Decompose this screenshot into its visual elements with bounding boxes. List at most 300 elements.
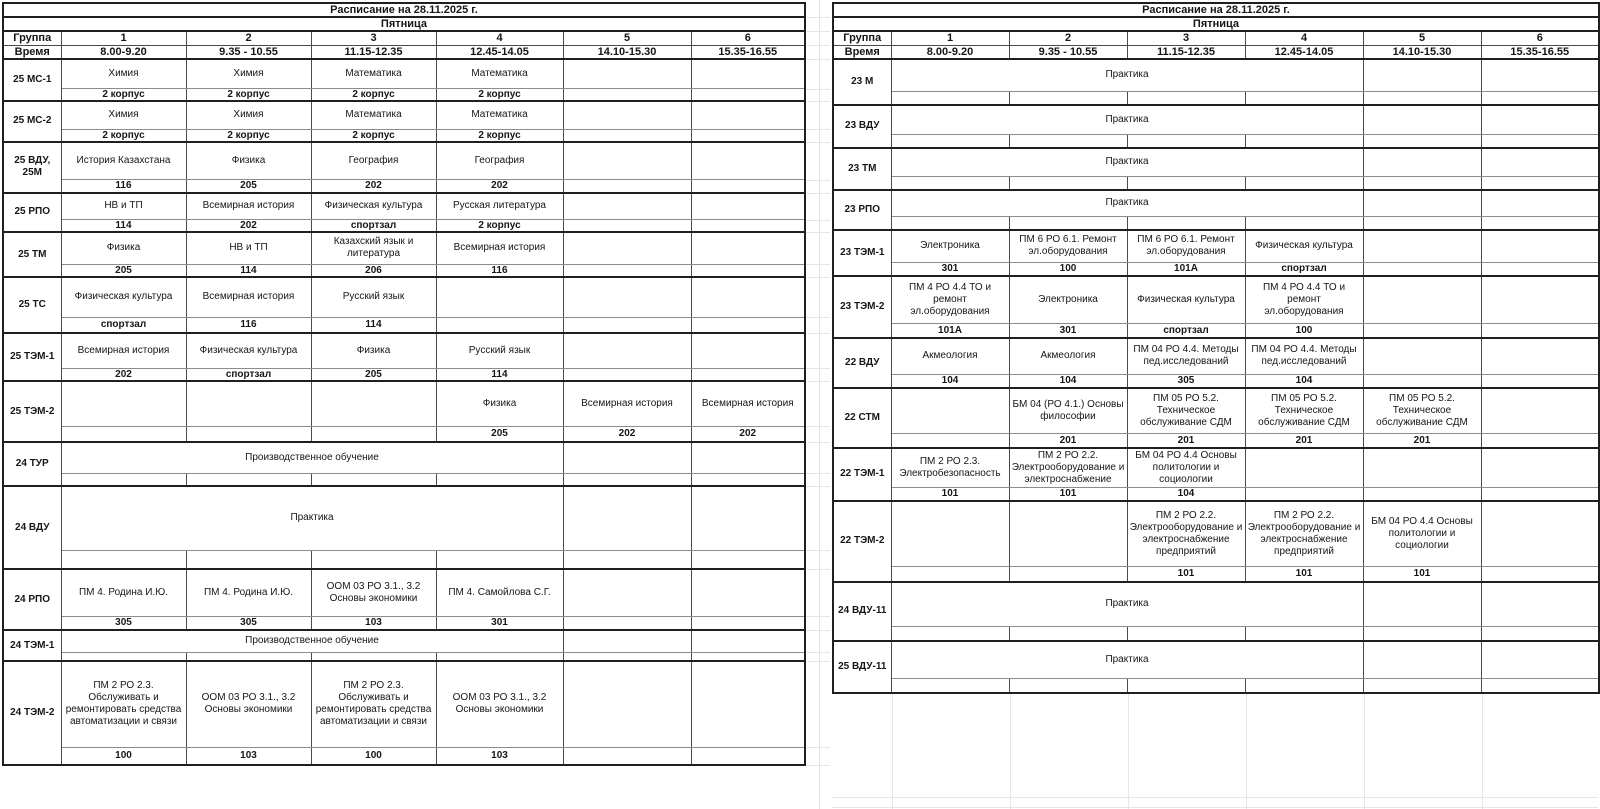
sheet-gridline [806,442,830,443]
subject-cell [563,661,691,747]
room-cell: 101 [891,488,1009,501]
group-cell: 24 ВДУ [3,486,61,569]
subject-cell [691,630,805,652]
subject-cell [563,101,691,129]
group-cell: 23 М [833,59,891,105]
subject-cell: ООМ 03 РО 3.1., 3.2 Основы экономики [311,569,436,616]
room-cell [1481,217,1599,230]
sheet-gridline [806,317,830,318]
room-cell: 205 [311,368,436,381]
subject-cell [1009,501,1127,567]
sheet-gridline [1246,694,1247,809]
merged-subject-cell: Производственное обучение [61,442,563,473]
room-cell: 104 [1245,375,1363,388]
room-cell [563,180,691,193]
room-cell: 2 корпус [311,89,436,102]
subject-cell [1363,190,1481,217]
group-cell: 25 ВДУ, 25М [3,142,61,193]
room-cell [1481,263,1599,276]
time-header: 15.35-16.55 [691,45,805,59]
group-cell: 24 ТЭМ-1 [3,630,61,661]
room-cell: 301 [436,616,563,630]
room-cell [1363,488,1481,501]
room-cell: 202 [311,180,436,193]
room-cell [1363,135,1481,148]
room-cell: 2 корпус [186,89,311,102]
sheet-gridline [806,193,830,194]
sheet-gridline [806,765,830,766]
room-cell [1127,177,1245,190]
room-cell: 205 [436,426,563,442]
time-header: 8.00-9.20 [891,45,1009,59]
schedule-table-right [832,2,1600,694]
room-cell: 2 корпус [436,220,563,233]
subject-cell [1363,148,1481,177]
room-cell [1245,488,1363,501]
room-cell [1009,135,1127,148]
schedule-title: Расписание на 28.11.2025 г. [3,3,805,17]
subject-cell [1481,388,1599,434]
room-cell [1245,679,1363,693]
room-cell [891,679,1009,693]
room-cell [61,652,186,661]
room-cell [1363,92,1481,105]
room-cell: 2 корпус [186,129,311,142]
room-cell [691,317,805,333]
room-cell: 2 корпус [436,129,563,142]
room-cell [563,616,691,630]
room-cell [1481,324,1599,338]
subject-cell [1363,105,1481,135]
room-cell [1009,679,1127,693]
room-cell [891,92,1009,105]
subject-cell [1363,641,1481,679]
lesson-number-header: 3 [311,31,436,45]
room-cell [691,652,805,661]
room-cell: 201 [1009,434,1127,448]
time-header: 9.35 - 10.55 [1009,45,1127,59]
sheet-gridline [806,180,830,181]
sheet-gridline [806,129,830,130]
room-cell: 100 [1245,324,1363,338]
subject-cell: ПМ 2 РО 2.2. Электрооборудование и электроснабжение [1009,448,1127,488]
room-cell: 301 [891,263,1009,276]
subject-cell: ПМ 4 РО 4.4 ТО и ремонт эл.оборудования [1245,276,1363,324]
sheet-gridline [806,473,830,474]
subject-cell: Электроника [891,230,1009,263]
group-cell: 22 ТЭМ-2 [833,501,891,582]
room-cell [1363,627,1481,641]
room-cell [1009,627,1127,641]
sheet-gridline [806,31,830,32]
subject-cell: Физика [311,333,436,368]
time-column-header: Время [833,45,891,59]
group-cell: 24 ТУР [3,442,61,486]
room-cell [1481,627,1599,641]
sheet-gridline [806,220,830,221]
sheet-gridline [806,333,830,334]
subject-cell [691,442,805,473]
room-cell [1481,434,1599,448]
room-cell: 202 [186,220,311,233]
sheet-gridline [806,616,830,617]
merged-subject-cell: Практика [891,582,1363,627]
subject-cell [563,486,691,550]
room-cell [1009,177,1127,190]
subject-cell: Математика [311,101,436,129]
subject-cell: Электроника [1009,276,1127,324]
subject-cell [891,388,1009,434]
subject-cell: ПМ 6 РО 6.1. Ремонт эл.оборудования [1127,230,1245,263]
group-cell: 24 ВДУ-11 [833,582,891,641]
room-cell [563,652,691,661]
room-cell [891,567,1009,582]
room-cell [186,426,311,442]
sheet-gridline [806,652,830,653]
room-cell: 100 [1009,263,1127,276]
room-cell [436,652,563,661]
room-cell [1481,375,1599,388]
subject-cell: БМ 04 РО 4.4 Основы политологии и социологии [1363,501,1481,567]
room-cell: 103 [436,747,563,765]
subject-cell: Физика [436,381,563,426]
day-header: Пятница [833,17,1599,31]
subject-cell: ПМ 4 РО 4.4 ТО и ремонт эл.оборудования [891,276,1009,324]
room-cell: 100 [311,747,436,765]
subject-cell: Химия [61,59,186,89]
group-cell: 24 ТЭМ-2 [3,661,61,765]
room-cell: 114 [186,264,311,277]
room-cell [691,616,805,630]
subject-cell [691,59,805,89]
subject-cell [436,277,563,317]
subject-cell: География [436,142,563,180]
sheet-gridline [832,797,1598,798]
subject-cell [691,142,805,180]
sheet-gridline [806,89,830,90]
group-cell: 25 РПО [3,193,61,233]
room-cell: 101 [1127,567,1245,582]
room-cell: 205 [186,180,311,193]
sheet-gridline-vertical [819,0,820,809]
room-cell: 114 [61,220,186,233]
subject-cell [691,486,805,550]
lesson-number-header: 6 [691,31,805,45]
room-cell [563,89,691,102]
subject-cell: ПМ 2 РО 2.2. Электрооборудование и электроснабжение предприятий [1127,501,1245,567]
subject-cell [691,661,805,747]
subject-cell: ПМ 05 РО 5.2. Техническое обслуживание СДМ [1363,388,1481,434]
sheet-gridline [1010,694,1011,809]
subject-cell: Акмеология [1009,338,1127,375]
subject-cell: ПМ 05 РО 5.2. Техническое обслуживание СДМ [1245,388,1363,434]
room-cell: 201 [1245,434,1363,448]
group-column-header: Группа [3,31,61,45]
sheet-gridline [892,694,893,809]
room-cell [1363,324,1481,338]
subject-cell [1481,501,1599,567]
merged-subject-cell: Практика [891,105,1363,135]
room-cell [1481,177,1599,190]
room-cell: 201 [1127,434,1245,448]
room-cell: 116 [61,180,186,193]
room-cell [1481,135,1599,148]
group-cell: 23 ТМ [833,148,891,190]
subject-cell: ПМ 4. Родина И.Ю. [186,569,311,616]
subject-cell [61,381,186,426]
subject-cell [891,501,1009,567]
subject-cell [1481,190,1599,217]
subject-cell: Физическая культура [311,193,436,220]
subject-cell [1481,105,1599,135]
subject-cell [311,381,436,426]
room-cell [1009,217,1127,230]
room-cell: спортзал [1127,324,1245,338]
room-cell [1245,135,1363,148]
sheet-gridline [806,630,830,631]
group-cell: 23 РПО [833,190,891,230]
lesson-number-header: 2 [1009,31,1127,45]
subject-cell [1363,59,1481,92]
room-cell [186,473,311,486]
time-header: 8.00-9.20 [61,45,186,59]
room-cell [563,747,691,765]
room-cell [691,89,805,102]
room-cell [311,550,436,569]
subject-cell: ПМ 2 РО 2.2. Электрооборудование и электроснабжение предприятий [1245,501,1363,567]
subject-cell: Всемирная история [436,232,563,264]
room-cell [436,550,563,569]
sheet-gridline [1482,694,1483,809]
subject-cell: Физика [186,142,311,180]
room-cell: 305 [1127,375,1245,388]
subject-cell [563,442,691,473]
room-cell [691,129,805,142]
room-cell [1245,217,1363,230]
time-header: 15.35-16.55 [1481,45,1599,59]
subject-cell [1481,338,1599,375]
room-cell [1481,488,1599,501]
room-cell [311,473,436,486]
sheet-gridline [806,45,830,46]
room-cell [891,135,1009,148]
room-cell: 101А [1127,263,1245,276]
group-cell: 24 РПО [3,569,61,630]
room-cell [61,473,186,486]
group-cell: 22 ТЭМ-1 [833,448,891,501]
subject-cell: Русская литература [436,193,563,220]
room-cell [891,434,1009,448]
schedule-table-left [2,2,806,766]
subject-cell: Химия [186,101,311,129]
group-cell: 25 МС-1 [3,59,61,102]
sheet-gridline [806,661,830,662]
subject-cell: Химия [186,59,311,89]
sheet-gridline [1128,694,1129,809]
subject-cell [1245,448,1363,488]
lesson-number-header: 6 [1481,31,1599,45]
subject-cell: История Казахстана [61,142,186,180]
room-cell [691,180,805,193]
room-cell: 116 [186,317,311,333]
room-cell: спортзал [311,220,436,233]
subject-cell: Математика [311,59,436,89]
group-cell: 25 ТС [3,277,61,333]
room-cell: 103 [186,747,311,765]
room-cell [1127,679,1245,693]
subject-cell [1363,448,1481,488]
room-cell: 2 корпус [436,89,563,102]
sheet-gridline [806,264,830,265]
room-cell [691,473,805,486]
time-header: 11.15-12.35 [311,45,436,59]
room-cell: 305 [186,616,311,630]
group-cell: 25 ТМ [3,232,61,277]
room-cell [563,129,691,142]
room-cell: 206 [311,264,436,277]
subject-cell: Русский язык [436,333,563,368]
subject-cell: Всемирная история [186,193,311,220]
room-cell [311,426,436,442]
room-cell: 201 [1363,434,1481,448]
subject-cell [563,142,691,180]
lesson-number-header: 1 [61,31,186,45]
room-cell [691,220,805,233]
subject-cell [563,193,691,220]
subject-cell: ПМ 04 РО 4.4. Методы пед.исследований [1127,338,1245,375]
room-cell [1127,217,1245,230]
schedule-title: Расписание на 28.11.2025 г. [833,3,1599,17]
subject-cell: Физическая культура [1245,230,1363,263]
room-cell: 116 [436,264,563,277]
room-cell: 2 корпус [61,89,186,102]
sheet-gridline [806,381,830,382]
room-cell [1363,217,1481,230]
room-cell [563,264,691,277]
lesson-number-header: 4 [436,31,563,45]
room-cell [1363,375,1481,388]
room-cell [1245,627,1363,641]
sheet-gridline [806,747,830,748]
sheet-gridline [806,368,830,369]
subject-cell: Математика [436,101,563,129]
subject-cell: Математика [436,59,563,89]
room-cell: 202 [563,426,691,442]
room-cell: 305 [61,616,186,630]
subject-cell [691,569,805,616]
group-cell: 22 ВДУ [833,338,891,388]
sheet-gridline [832,807,1598,808]
group-cell: 25 ВДУ-11 [833,641,891,693]
subject-cell [691,277,805,317]
lesson-number-header: 5 [1363,31,1481,45]
lesson-number-header: 4 [1245,31,1363,45]
room-cell: спортзал [186,368,311,381]
subject-cell [1363,338,1481,375]
room-cell [1245,92,1363,105]
room-cell [563,550,691,569]
subject-cell: Русский язык [311,277,436,317]
merged-subject-cell: Практика [891,59,1363,92]
time-header: 11.15-12.35 [1127,45,1245,59]
room-cell [563,473,691,486]
room-cell: 205 [61,264,186,277]
room-cell: 104 [1009,375,1127,388]
room-cell: 101 [1009,488,1127,501]
room-cell: 114 [436,368,563,381]
lesson-number-header: 2 [186,31,311,45]
sheet-gridline [806,17,830,18]
group-cell: 25 ТЭМ-1 [3,333,61,381]
subject-cell [691,101,805,129]
subject-cell [691,333,805,368]
subject-cell [1481,148,1599,177]
merged-subject-cell: Производственное обучение [61,630,563,652]
room-cell: 101А [891,324,1009,338]
subject-cell [1481,448,1599,488]
group-cell: 23 ТЭМ-1 [833,230,891,276]
time-header: 12.45-14.05 [436,45,563,59]
group-cell: 22 СТМ [833,388,891,448]
room-cell [186,550,311,569]
subject-cell: Всемирная история [61,333,186,368]
room-cell: 103 [311,616,436,630]
subject-cell: Всемирная история [691,381,805,426]
time-header: 9.35 - 10.55 [186,45,311,59]
room-cell [1245,177,1363,190]
subject-cell: ПМ 2 РО 2.3. Обслуживать и ремонтировать средства автоматизации и связи [61,661,186,747]
room-cell: 104 [1127,488,1245,501]
sheet-gridline [806,426,830,427]
lesson-number-header: 3 [1127,31,1245,45]
room-cell: 202 [691,426,805,442]
group-cell: 25 ТЭМ-2 [3,381,61,442]
sheet-gridline [806,550,830,551]
room-cell [691,264,805,277]
room-cell: 101 [1245,567,1363,582]
sheet-gridline [1364,694,1365,809]
sheet-gridline [806,59,830,60]
subject-cell: ПМ 05 РО 5.2. Техническое обслуживание СДМ [1127,388,1245,434]
subject-cell: НВ и ТП [61,193,186,220]
room-cell [1009,92,1127,105]
subject-cell: ПМ 2 РО 2.3. Обслуживать и ремонтировать средства автоматизации и связи [311,661,436,747]
merged-subject-cell: Практика [891,190,1363,217]
room-cell: спортзал [61,317,186,333]
room-cell [1009,567,1127,582]
lesson-number-header: 1 [891,31,1009,45]
room-cell [1363,263,1481,276]
merged-subject-cell: Практика [891,148,1363,177]
subject-cell [1363,230,1481,263]
room-cell [1481,679,1599,693]
subject-cell: ПМ 4. Родина И.Ю. [61,569,186,616]
subject-cell: ПМ 6 РО 6.1. Ремонт эл.оборудования [1009,230,1127,263]
room-cell [311,652,436,661]
room-cell: 2 корпус [61,129,186,142]
room-cell [61,426,186,442]
sheet-gridline [806,142,830,143]
subject-cell: Казахский язык и литература [311,232,436,264]
subject-cell: ПМ 4. Самойлова С.Г. [436,569,563,616]
subject-cell [563,59,691,89]
room-cell: 101 [1363,567,1481,582]
subject-cell [1481,276,1599,324]
subject-cell [563,333,691,368]
subject-cell: Физика [61,232,186,264]
room-cell: 202 [61,368,186,381]
room-cell: 114 [311,317,436,333]
